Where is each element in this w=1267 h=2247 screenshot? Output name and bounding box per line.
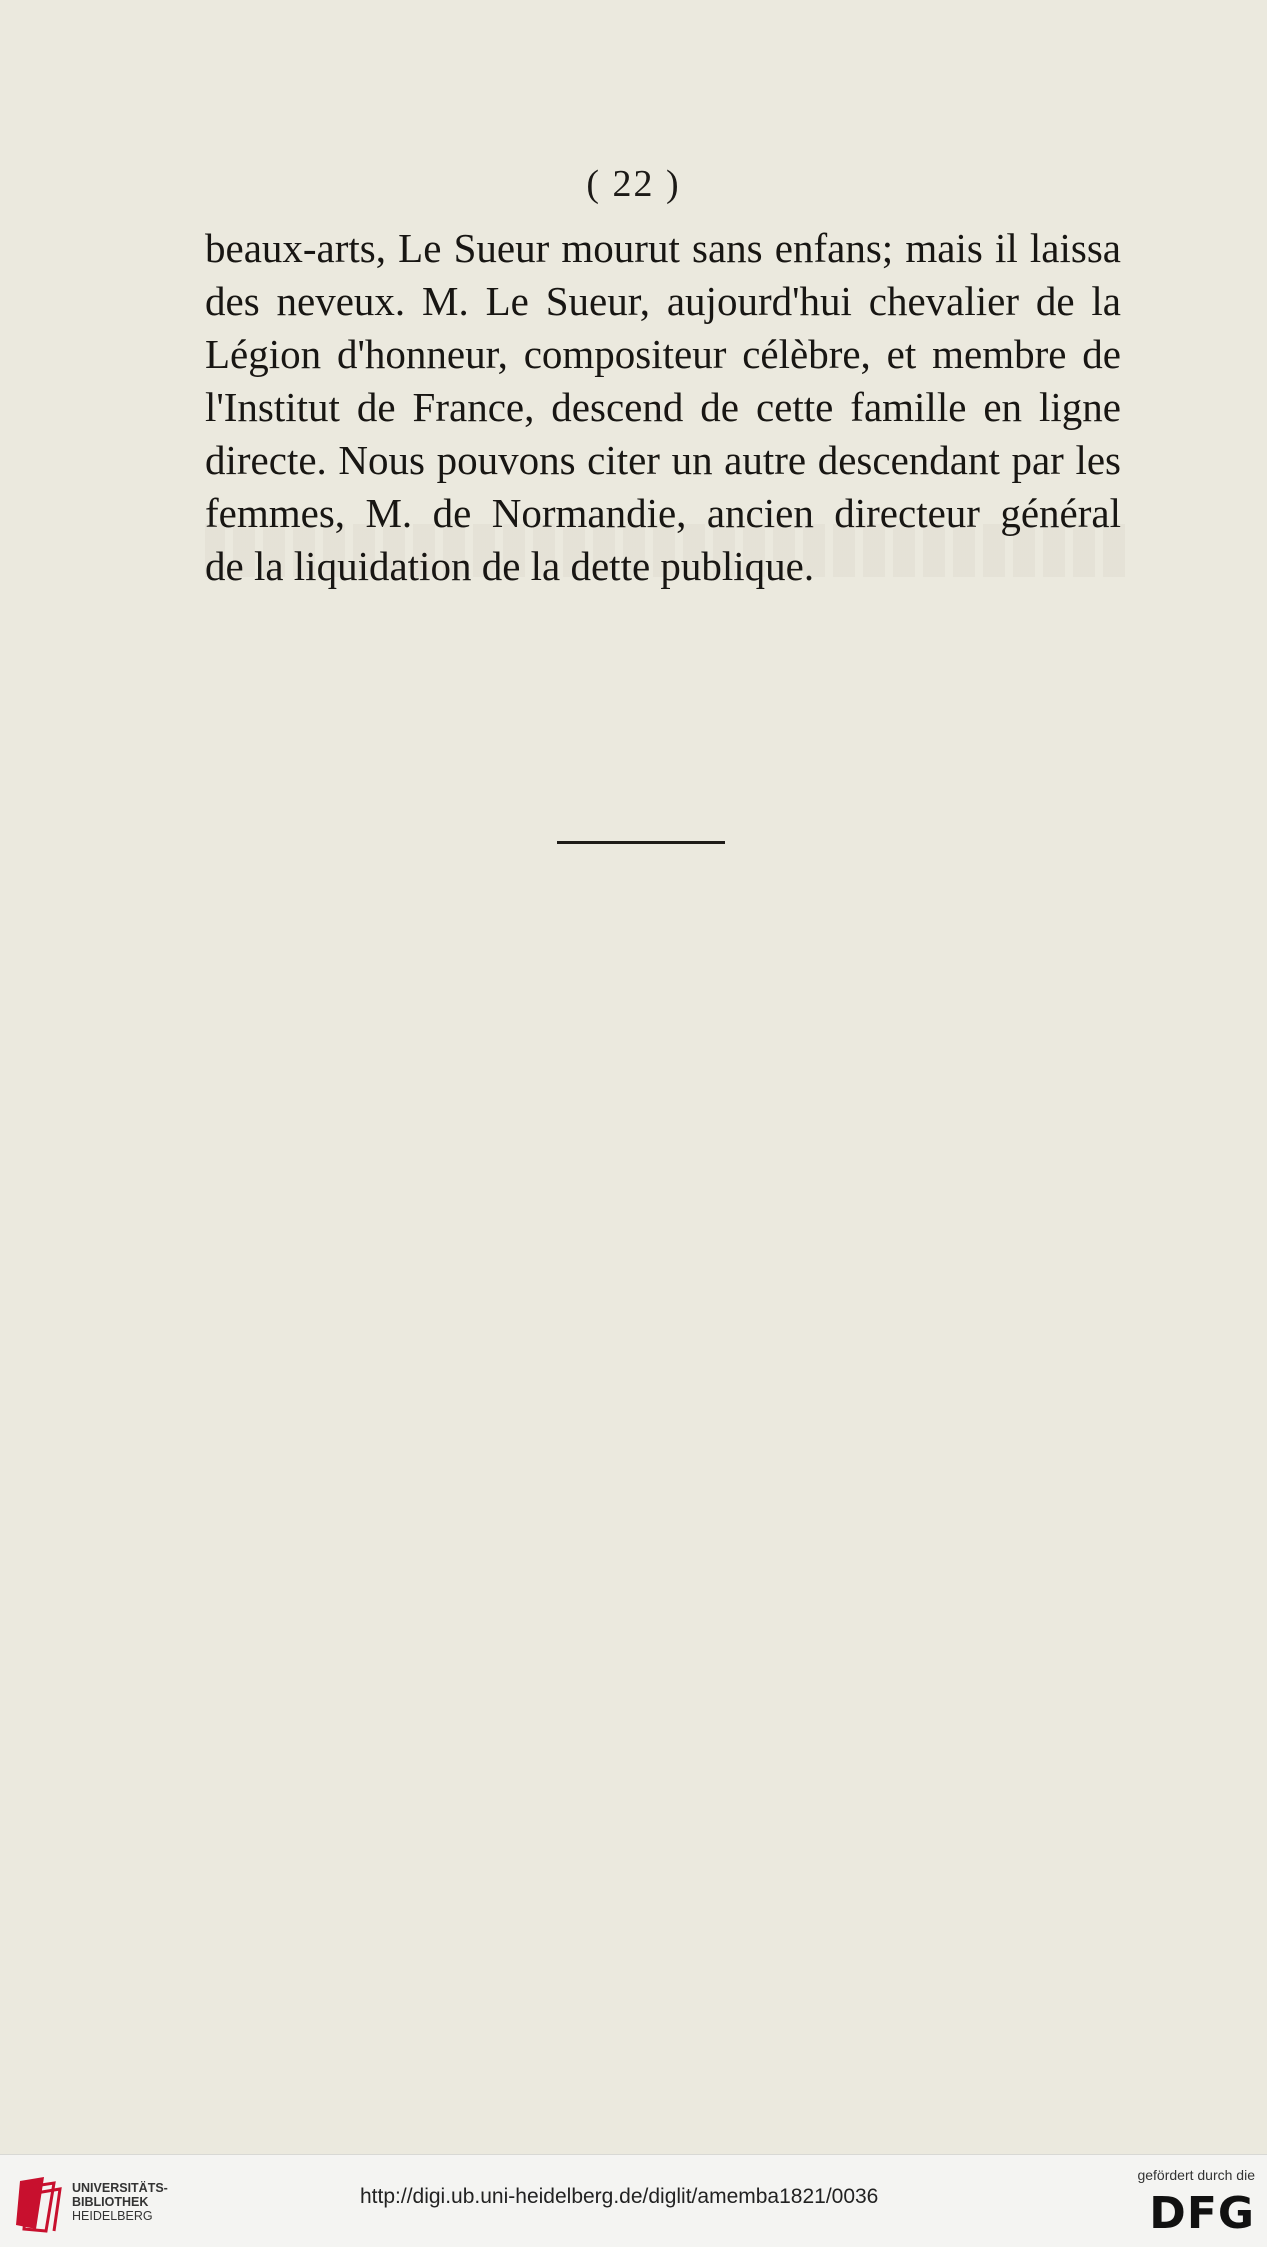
text-line: l'Institut de France, descend de cette famille en ligne	[205, 384, 1121, 430]
library-name: UNIVERSITÄTS- BIBLIOTHEK HEIDELBERG	[72, 2181, 168, 2223]
text-line: Légion d'honneur, compositeur célèbre, et membre de	[205, 331, 1121, 377]
section-divider	[557, 841, 725, 844]
text-line: femmes, M. de Normandie, ancien directeur général	[205, 490, 1121, 536]
permalink-url[interactable]: http://digi.ub.uni-heidelberg.de/diglit/amemba1821/0036	[360, 2185, 879, 2208]
page-number: ( 22 )	[586, 163, 681, 205]
dfg-logo[interactable]: DFG	[1149, 2188, 1255, 2239]
body-text	[205, 222, 1121, 593]
library-logo-icon	[14, 2173, 64, 2233]
text-line: de la liquidation de la dette publique.	[205, 543, 815, 589]
text-line: directe. Nous pouvons citer un autre descendant par les	[205, 437, 1121, 483]
library-logo[interactable]	[14, 2173, 179, 2233]
funder-caption: gefördert durch die	[1137, 2167, 1255, 2183]
text-line: des neveux. M. Le Sueur, aujourd'hui chevalier de la	[205, 278, 1121, 324]
text-line: beaux-arts, Le Sueur mourut sans enfans; mais il laissa	[205, 225, 1121, 271]
footer-bar	[0, 2154, 1267, 2247]
